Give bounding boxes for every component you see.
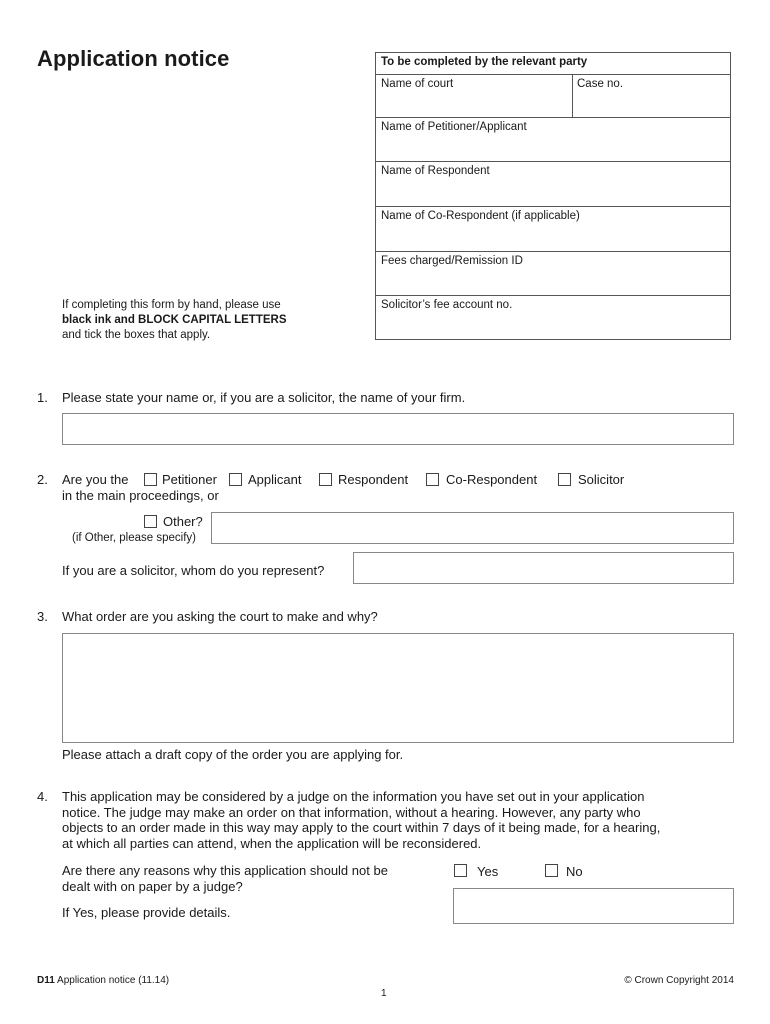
respondent-label: Name of Respondent	[381, 165, 490, 177]
other-option-label: Other?	[163, 514, 203, 529]
court-details-box	[375, 52, 731, 340]
co-respondent-option-label: Co-Respondent	[446, 472, 538, 487]
co-respondent-checkbox[interactable]	[426, 473, 439, 486]
solicitor-checkbox[interactable]	[558, 473, 571, 486]
q4-details-label: If Yes, please provide details.	[62, 905, 231, 920]
q2-number: 2.	[37, 472, 48, 487]
q4-question	[62, 863, 388, 895]
court-box-heading: To be completed by the relevant party	[376, 53, 730, 75]
q1-number: 1.	[37, 390, 48, 405]
page-title: Application notice	[37, 46, 230, 71]
q4-line-3: objects to an order made in this way may apply to the court within 7 days of it being made, for a hearing,	[62, 820, 661, 835]
solicitor-fee-field[interactable]	[376, 296, 730, 339]
q4-question-line-1: Are there any reasons why this application should not be	[62, 863, 388, 878]
no-checkbox[interactable]	[545, 864, 558, 877]
q2-prefix: Are you the	[62, 472, 129, 487]
respondent-checkbox[interactable]	[319, 473, 332, 486]
q1-text: Please state your name or, if you are a solicitor, the name of your firm.	[62, 390, 466, 405]
petitioner-option-label: Petitioner	[162, 472, 217, 487]
q4-question-line-2: dealt with on paper by a judge?	[62, 879, 243, 894]
q3-number: 3.	[37, 609, 48, 624]
yes-option-label: Yes	[477, 864, 499, 879]
footer-form-id	[37, 975, 169, 986]
petitioner-checkbox[interactable]	[144, 473, 157, 486]
instructions-line-2: black ink and BLOCK CAPITAL LETTERS	[62, 314, 287, 326]
name-of-court-field[interactable]	[376, 75, 730, 118]
case-no-label: Case no.	[577, 78, 624, 90]
other-hint: (if Other, please specify)	[72, 532, 196, 544]
q3-attach-note: Please attach a draft copy of the order you are applying for.	[62, 747, 404, 762]
q3-text: What order are you asking the court to make and why?	[62, 609, 378, 624]
co-respondent-label: Name of Co-Respondent (if applicable)	[381, 210, 580, 222]
other-specify-input[interactable]	[211, 512, 734, 544]
yes-checkbox[interactable]	[454, 864, 467, 877]
solicitor-option-label: Solicitor	[578, 472, 625, 487]
other-checkbox[interactable]	[144, 515, 157, 528]
footer-form-name: Application notice (11.14)	[57, 975, 170, 986]
q4-details-input[interactable]	[453, 888, 734, 924]
respondent-option-label: Respondent	[338, 472, 409, 487]
petitioner-field[interactable]	[376, 118, 730, 162]
petitioner-label: Name of Petitioner/Applicant	[381, 121, 527, 133]
fees-label: Fees charged/Remission ID	[381, 255, 523, 267]
solicitor-fee-label: Solicitor’s fee account no.	[381, 299, 513, 311]
no-option-label: No	[566, 864, 583, 879]
respondent-field[interactable]	[376, 162, 730, 207]
instructions-line-3: and tick the boxes that apply.	[62, 329, 211, 341]
q4-line-1: This application may be considered by a judge on the information you have set out in your application	[62, 789, 645, 804]
q4-number: 4.	[37, 789, 48, 804]
q1-name-input[interactable]	[62, 413, 734, 445]
footer-form-code: D11	[37, 975, 55, 986]
fees-field[interactable]	[376, 252, 730, 296]
co-respondent-field[interactable]	[376, 207, 730, 252]
page-number: 1	[381, 988, 387, 999]
represent-label: If you are a solicitor, whom do you represent?	[62, 563, 325, 578]
applicant-option-label: Applicant	[248, 472, 302, 487]
q4-paragraph	[62, 789, 734, 851]
represent-input[interactable]	[353, 552, 734, 584]
instructions-line-1: If completing this form by hand, please use	[62, 299, 281, 311]
q2-suffix: in the main proceedings, or	[62, 488, 219, 503]
footer-copyright: © Crown Copyright 2014	[624, 975, 734, 986]
name-of-court-label: Name of court	[381, 78, 454, 90]
q3-order-textarea[interactable]	[62, 633, 734, 743]
applicant-checkbox[interactable]	[229, 473, 242, 486]
q4-line-2: notice. The judge may make an order on that information, without a hearing. However, any party who	[62, 804, 641, 820]
instructions	[62, 298, 287, 343]
q4-line-4: at which all parties can attend, when the application will be reconsidered.	[62, 835, 482, 851]
court-box-divider	[572, 75, 573, 118]
